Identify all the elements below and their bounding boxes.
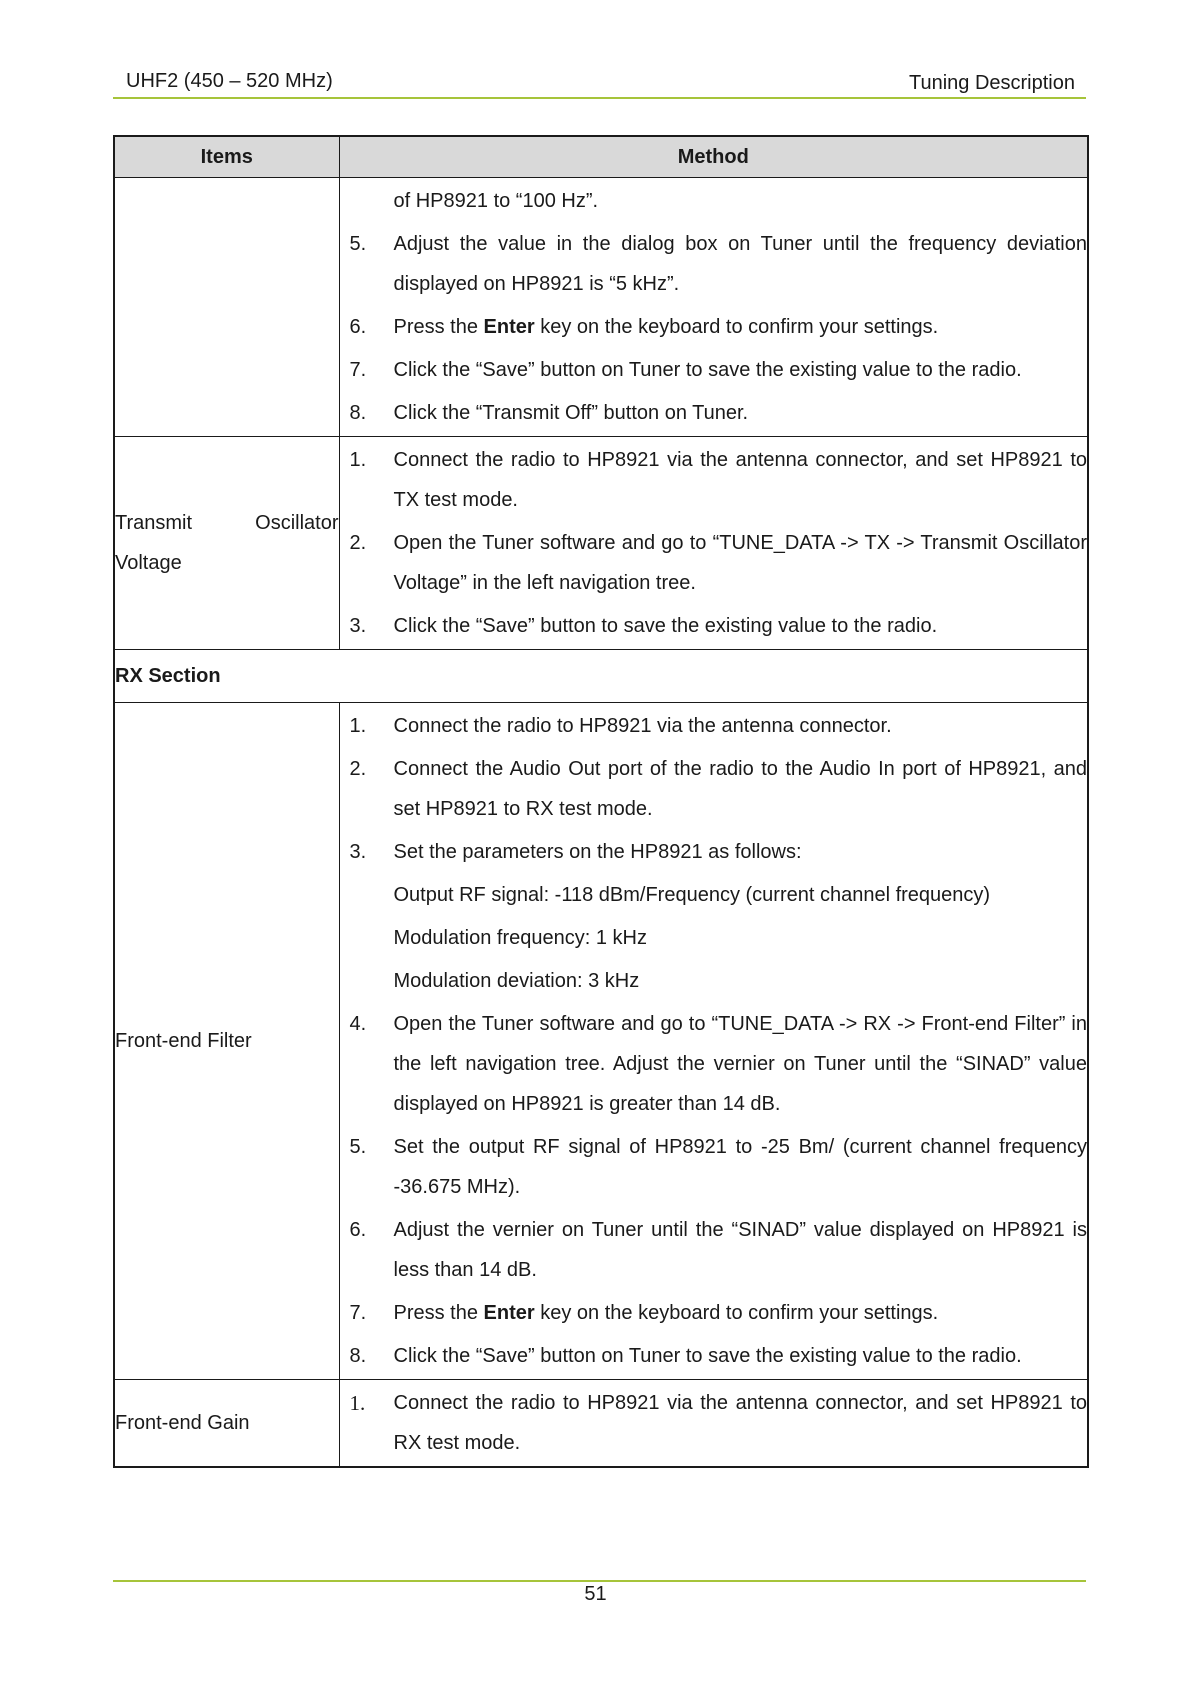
item-cell: Front-end Filter [114, 703, 339, 1380]
step-number: 8. [349, 402, 367, 424]
table-row [114, 1380, 1088, 1468]
step-text: Connect the Audio Out port of the radio to the Audio In port of HP8921, and set HP8921 to RX test mode. [393, 758, 1087, 820]
step-number: 1. [349, 449, 367, 471]
step [340, 1383, 1088, 1463]
step-number: 2. [349, 758, 367, 780]
tuning-table [113, 135, 1089, 1468]
step-number: 3. [349, 615, 367, 637]
step-number: 5. [349, 1136, 367, 1158]
column-header-items: Items [114, 136, 339, 178]
step-text: Open the Tuner software and go to “TUNE_DATA -> RX -> Front-end Filter” in the left navigation tree. Adjust the vernier on Tuner until the “SINAD” value displayed on HP8921 is greater than 14 dB. [393, 1013, 1087, 1115]
step-number: 6. [349, 1219, 367, 1241]
step-text: Press the Enter key on the keyboard to confirm your settings. [393, 1302, 939, 1324]
step [340, 523, 1088, 603]
step-text: Adjust the vernier on Tuner until the “SINAD” value displayed on HP8921 is less than 14 dB. [393, 1219, 1087, 1281]
footer-rule [113, 1580, 1086, 1582]
step-number: 5. [349, 233, 367, 255]
table-row [114, 437, 1088, 650]
item-label: Voltage [115, 552, 182, 574]
step-number: 7. [349, 359, 367, 381]
step [340, 1004, 1088, 1124]
key-name: Enter [483, 1302, 535, 1324]
step-number: 8. [349, 1345, 367, 1367]
section-title: RX Section [114, 650, 1088, 703]
method-cell [339, 703, 1088, 1380]
step-number: 3. [349, 841, 367, 863]
step-text: Set the parameters on the HP8921 as follows: [393, 841, 802, 863]
parameter-line: Modulation deviation: 3 kHz [393, 970, 640, 992]
step [340, 1336, 1088, 1376]
step [340, 1127, 1088, 1207]
step-number: 1. [349, 1391, 366, 1415]
header-document-title: UHF2 (450 – 520 MHz) [126, 70, 333, 92]
table-row [114, 178, 1088, 437]
step [340, 440, 1088, 520]
table-row [114, 703, 1088, 1380]
header-rule [113, 97, 1086, 99]
step-text: Open the Tuner software and go to “TUNE_DATA -> TX -> Transmit Oscillator Voltage” in the left navigation tree. [393, 532, 1087, 594]
step-text: Click the “Save” button to save the existing value to the radio. [393, 615, 938, 637]
step-text: Press the Enter key on the keyboard to confirm your settings. [393, 316, 939, 338]
step-text: Click the “Save” button on Tuner to save the existing value to the radio. [393, 1345, 1022, 1367]
step-text: Connect the radio to HP8921 via the antenna connector, and set HP8921 to RX test mode. [393, 1392, 1087, 1454]
method-cell [339, 1380, 1088, 1468]
page-number: 51 [584, 1583, 607, 1605]
section-row [114, 650, 1088, 703]
item-cell: Front-end Gain [114, 1380, 339, 1468]
item-cell [114, 437, 339, 650]
step [340, 307, 1088, 347]
step [340, 706, 1088, 746]
table-header-row [114, 136, 1088, 178]
parameter-line: Modulation frequency: 1 kHz [393, 927, 647, 949]
method-cell [339, 437, 1088, 650]
step [340, 224, 1088, 304]
method-cell [339, 178, 1088, 437]
step-text: Click the “Save” button on Tuner to save the existing value to the radio. [393, 359, 1022, 381]
step-number: 1. [349, 715, 367, 737]
step-number: 7. [349, 1302, 367, 1324]
column-header-method: Method [339, 136, 1088, 178]
step [340, 1293, 1088, 1333]
item-label: Transmit Oscillator [115, 512, 339, 534]
step [340, 832, 1088, 872]
step [340, 749, 1088, 829]
parameter-line: Output RF signal: -118 dBm/Frequency (current channel frequency) [393, 884, 991, 906]
step-continuation: of HP8921 to “100 Hz”. [393, 190, 599, 212]
header-section-title: Tuning Description [908, 72, 1075, 94]
step-text: Click the “Transmit Off” button on Tuner. [393, 402, 749, 424]
step-number: 2. [349, 532, 367, 554]
step-text: Adjust the value in the dialog box on Tuner until the frequency deviation displayed on HP8921 is “5 kHz”. [393, 233, 1087, 295]
step [340, 393, 1088, 433]
step-text: Connect the radio to HP8921 via the antenna connector, and set HP8921 to TX test mode. [393, 449, 1087, 511]
step [340, 1210, 1088, 1290]
step [340, 606, 1088, 646]
item-cell [114, 178, 339, 437]
step-number: 6. [349, 316, 367, 338]
step-number: 4. [349, 1013, 367, 1035]
key-name: Enter [483, 316, 535, 338]
step [340, 350, 1088, 390]
step-text: Connect the radio to HP8921 via the antenna connector. [393, 715, 892, 737]
step-text: Set the output RF signal of HP8921 to -25 Bm/ (current channel frequency -36.675 MHz). [393, 1136, 1087, 1198]
